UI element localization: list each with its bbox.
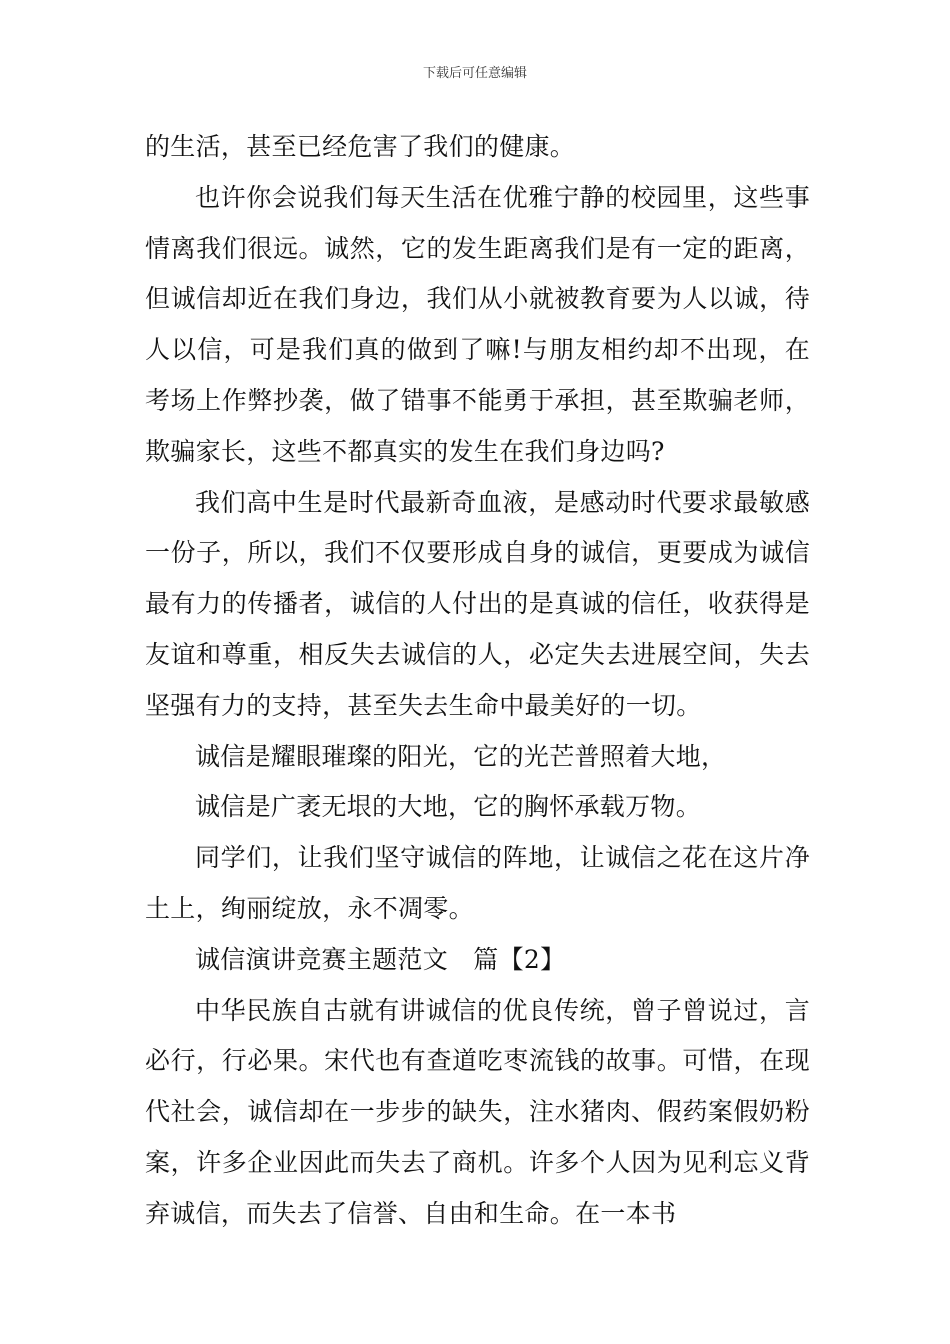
paragraph: 我们高中生是时代最新奇血液，是感动时代要求最敏感一份子，所以，我们不仅要形成自身的诚信，更要成为诚信最有力的传播者，诚信的人付出的是真诚的信任，收获得是友谊和尊重，相反失去诚信的人，必定失去进展空间，失去坚强有力的支持，甚至失去生命中最美好的一切。	[145, 487, 810, 720]
paragraph: 也许你会说我们每天生活在优雅宁静的校园里，这些事情离我们很远。诚然，它的发生距离我们是有一定的距离，但诚信却近在我们身边，我们从小就被教育要为人以诚，待人以信，可是我们真的做到了嘛!与朋友相约却不出现，在考场上作弊抄袭，做了错事不能勇于承担，甚至欺骗老师，欺骗家长，这些不都真实的发生在我们身边吗?	[145, 182, 810, 466]
section-heading: 诚信演讲竞赛主题范文 篇【2】	[195, 944, 566, 974]
page-header: 下载后可任意编辑	[422, 66, 527, 81]
paragraph: 中华民族自古就有讲诚信的优良传统，曾子曾说过，言必行，行必果。宋代也有查道吃枣流钱的故事。可惜，在现代社会，诚信却在一步步的缺失，注水猪肉、假药案假奶粉案，许多企业因此而失去了商机。许多个人因为见利忘义背弃诚信，而失去了信誉、自由和生命。在一本书	[145, 995, 810, 1228]
document-body	[145, 122, 810, 1240]
paragraph: 诚信是耀眼璀璨的阳光，它的光芒普照着大地，	[195, 741, 727, 771]
paragraph: 的生活，甚至已经危害了我们的健康。	[145, 132, 576, 161]
paragraph: 同学们，让我们坚守诚信的阵地，让诚信之花在这片净土上，绚丽绽放，永不凋零。	[145, 843, 810, 923]
paragraph: 诚信是广袤无垠的大地，它的胸怀承载万物。	[195, 792, 702, 822]
